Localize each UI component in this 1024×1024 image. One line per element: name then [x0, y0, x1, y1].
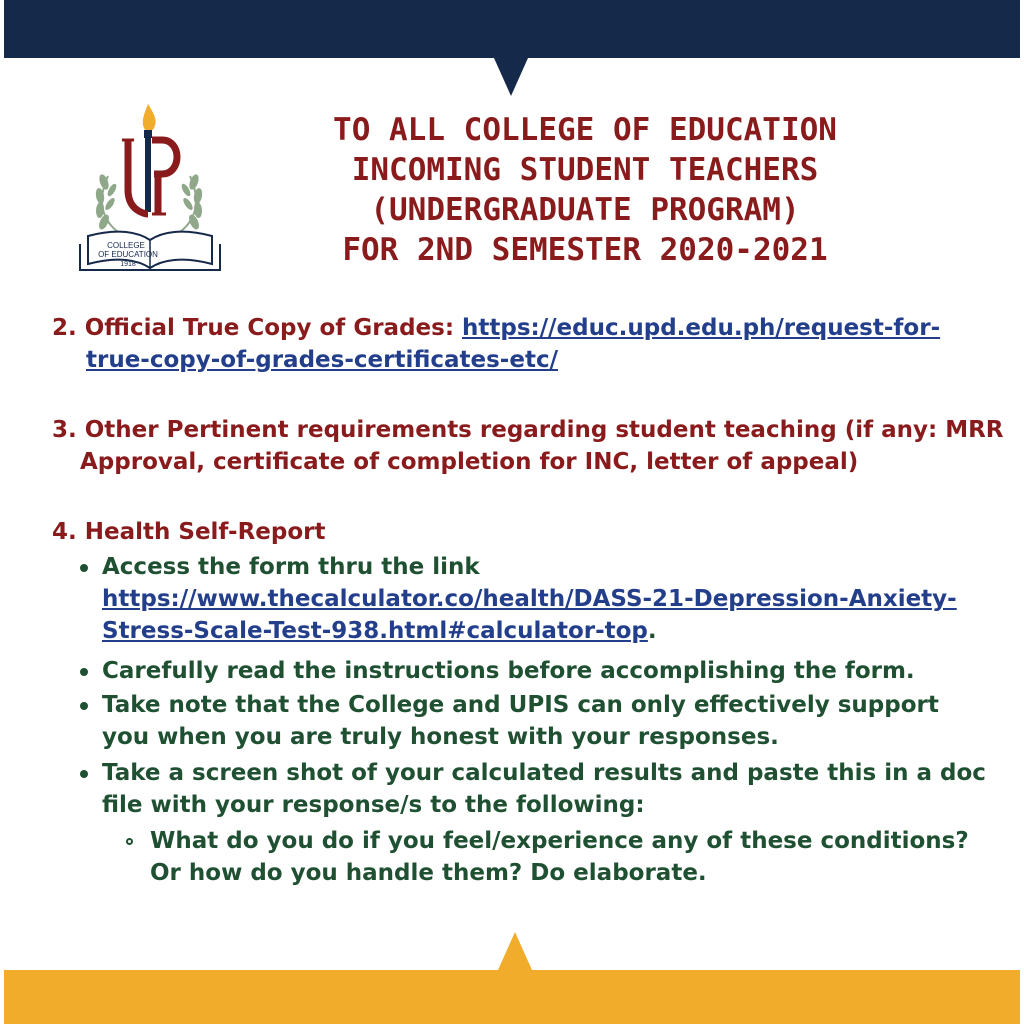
- dass21-form-link[interactable]: https://www.thecalculator.co/health/DASS-21-Depression-Anxiety-: [102, 586, 957, 612]
- title-line: TO ALL COLLEGE OF EDUCATION: [333, 112, 837, 148]
- bullet-access-form: [102, 551, 957, 647]
- top-banner: [4, 0, 1020, 58]
- bottom-banner-notch: [498, 932, 532, 970]
- bullet-dot: [80, 564, 88, 572]
- title-line: FOR 2ND SEMESTER 2020-2021: [342, 232, 828, 268]
- sub-bullet-text: Or how do you handle them? Do elaborate.: [150, 860, 707, 886]
- item-text-line: 3. Other Pertinent requirements regarding student teaching (if any: MRR: [52, 417, 1004, 443]
- bullet-screenshot-results: [102, 757, 986, 821]
- item-health-self-report: 4. Health Self-Report: [52, 519, 326, 545]
- bullet-read-instructions: Carefully read the instructions before accomplishing the form.: [102, 658, 915, 684]
- sentence-period: .: [647, 618, 657, 644]
- bullet-honest-responses: [102, 689, 939, 753]
- page-title: [300, 110, 870, 270]
- logo-text-of-education: OF EDUCATION: [98, 250, 158, 259]
- grades-request-link[interactable]: https://educ.upd.edu.ph/request-for-: [462, 315, 941, 341]
- sub-bullet-text: What do you do if you feel/experience any of these conditions?: [150, 828, 969, 854]
- bullet-dot: [80, 668, 88, 676]
- item-label: 2. Official True Copy of Grades:: [52, 315, 463, 341]
- item-true-copy-of-grades: [52, 312, 940, 376]
- title-line: INCOMING STUDENT TEACHERS: [351, 152, 819, 188]
- bullet-text: Take note that the College and UPIS can only effectively support: [102, 692, 939, 718]
- bottom-banner: [4, 970, 1020, 1024]
- dass21-form-link-continued[interactable]: Stress-Scale-Test-938.html#calculator-top: [102, 618, 648, 644]
- bullet-text: you when you are truly honest with your responses.: [102, 724, 779, 750]
- college-logo: [78, 98, 224, 272]
- sub-bullet-circle: [126, 838, 133, 845]
- item-other-requirements: [52, 414, 1004, 478]
- bullet-text: file with your response/s to the following:: [102, 792, 645, 818]
- logo-text-year: 1918: [120, 261, 136, 268]
- sub-bullet-question: [150, 825, 969, 889]
- item-text-line: Approval, certificate of completion for INC, letter of appeal): [80, 449, 859, 475]
- grades-request-link-continued[interactable]: true-copy-of-grades-certificates-etc/: [86, 347, 558, 373]
- bullet-text: Take a screen shot of your calculated results and paste this in a doc: [102, 760, 986, 786]
- bullet-dot: [80, 770, 88, 778]
- logo-text-college: COLLEGE: [107, 241, 145, 250]
- title-line: (UNDERGRADUATE PROGRAM): [370, 192, 800, 228]
- top-banner-notch: [494, 58, 528, 96]
- bullet-text: Access the form thru the link: [102, 554, 480, 580]
- bullet-dot: [80, 702, 88, 710]
